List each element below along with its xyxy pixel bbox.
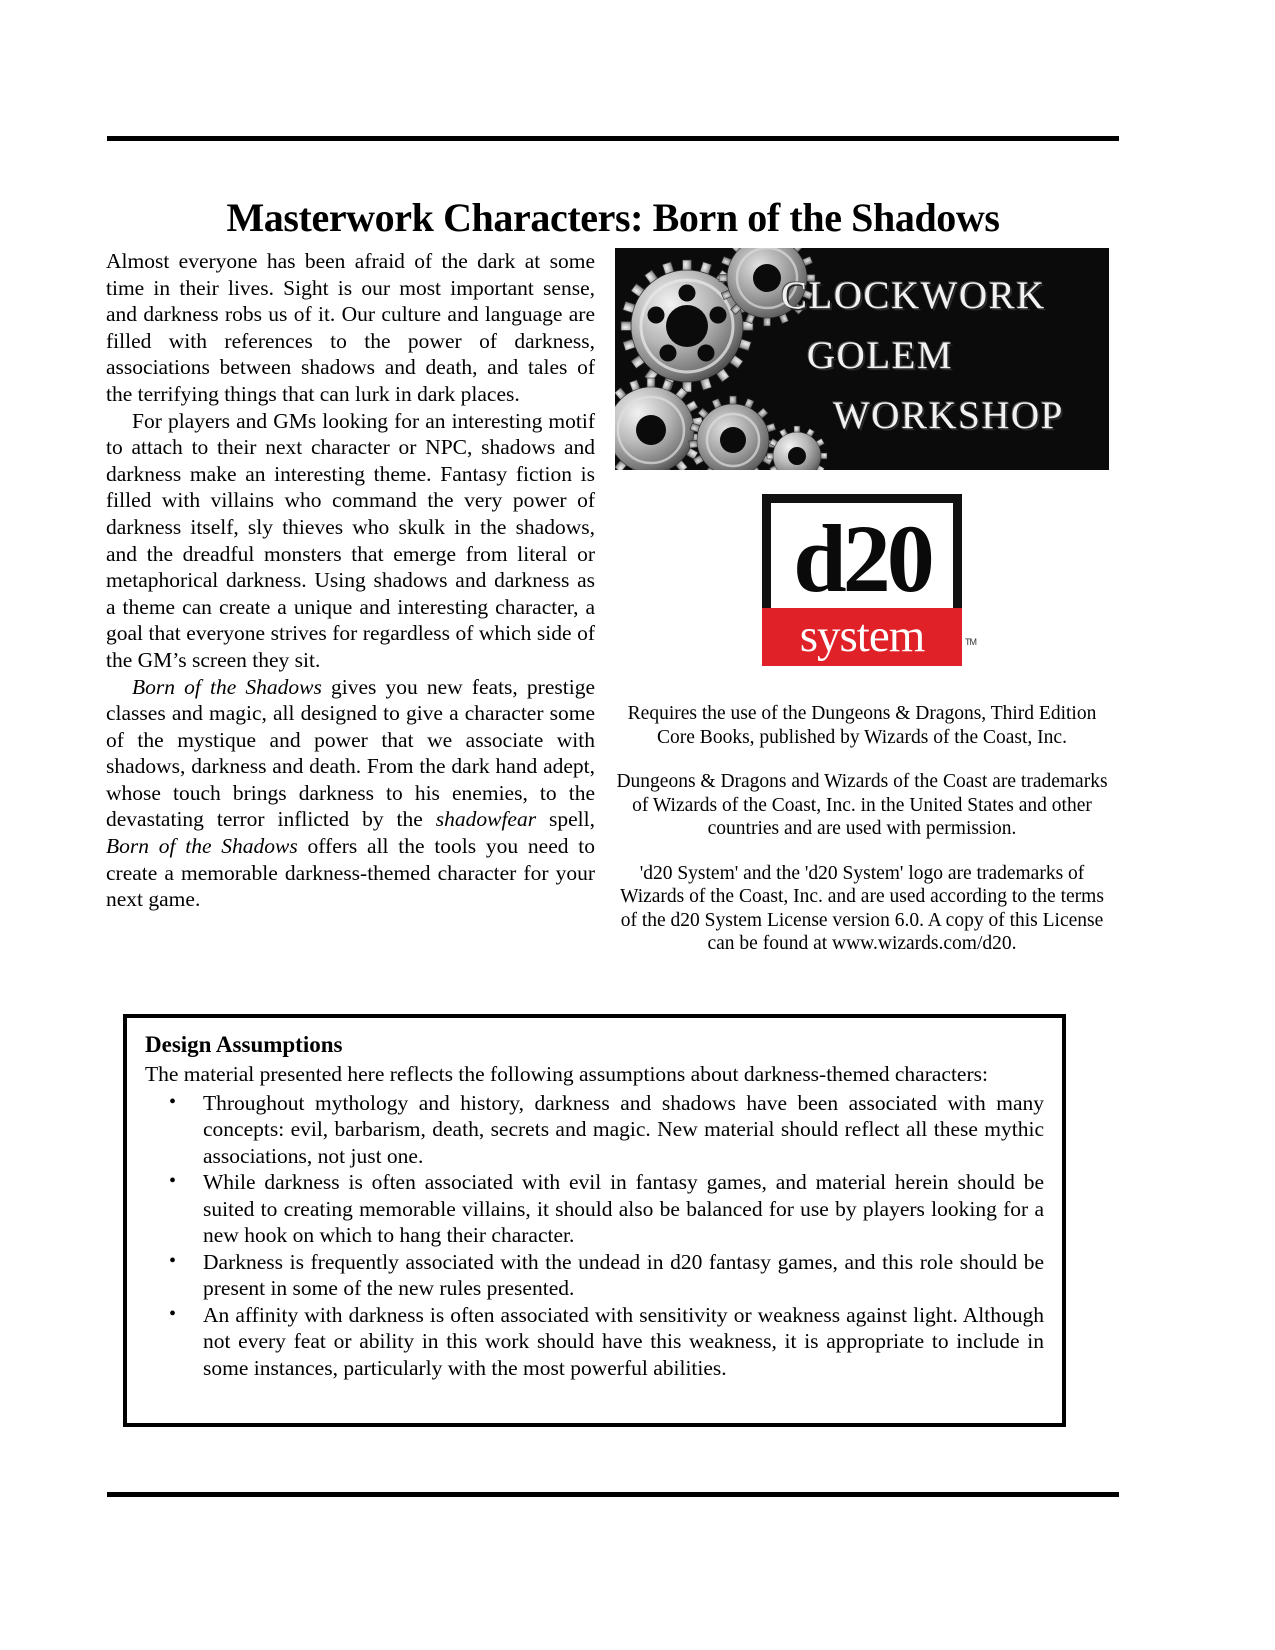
book-title-italic-2: Born of the Shadows — [106, 834, 298, 859]
intro-paragraph-2: For players and GMs looking for an interesting motif to attach to their next character or NPC, shadows and darkness make an interesting theme. Fantasy fiction is filled with villains who command the very power of darkness itself, sly thieves who skulk in the shadows, and the dreadful monsters that emerge from literal or metaphorical darkness. Using shadows and darkness as a theme can create a unique and interesting character, a goal that everyone strives for regardless of which side of the GM’s screen they sit. — [106, 408, 595, 672]
footer-rule — [107, 1492, 1119, 1497]
list-item-text: Throughout mythology and history, darkness and shadows have been associated with many concepts: evil, barbarism, death, secrets and magic. New material should reflect all these mythic associations, not just one. — [203, 1090, 1044, 1168]
d20-logo-wrapper — [615, 494, 1109, 666]
clockwork-golem-workshop-logo — [615, 248, 1109, 470]
intro-paragraph-1: Almost everyone has been afraid of the dark at some time in their lives. Sight is our most important sense, and darkness robs us of it. Our culture and language are filled with references to the power of darkness, associations between shadows and death, and tales of the terrifying things that can lurk in dark places. — [106, 249, 595, 406]
clockwork-golem-wordmark — [781, 266, 1101, 446]
header-rule — [107, 136, 1119, 141]
list-item — [145, 1169, 1044, 1249]
bullet-icon: • — [169, 1302, 177, 1325]
book-title-italic-1: Born of the Shadows — [132, 674, 322, 699]
logos-and-legal-column — [615, 248, 1120, 956]
design-assumptions-heading: Design Assumptions — [145, 1032, 343, 1057]
legal-trademark-d20: 'd20 System' and the 'd20 System' logo are trademarks of Wizards of the Coast, Inc. and are used according to the terms of the d20 System License version 6.0. A copy of this License can be found at www.wizards.com/d20. — [620, 862, 1104, 954]
design-assumptions-content — [127, 1018, 1062, 1391]
trademark-icon: TM — [965, 637, 976, 647]
spell-name-italic: shadowfear — [435, 807, 537, 832]
legal-trademark-dnd: Dungeons & Dragons and Wizards of the Coast are trademarks of Wizards of the Coast, Inc. in the United States and other countries and are used with permission. — [616, 771, 1108, 839]
page-title: Masterwork Characters: Born of the Shadows — [226, 194, 1000, 240]
intro-paragraph-3-part-d: spell, — [536, 807, 595, 832]
bullet-icon: • — [169, 1090, 177, 1113]
legal-requires: Requires the use of the Dungeons & Dragons, Third Edition Core Books, published by Wizards of the Coast, Inc. — [627, 703, 1097, 748]
logo-line-2: GOLEM — [807, 334, 954, 377]
design-assumptions-box — [123, 1014, 1066, 1427]
intro-paragraph-3-part-f: offers all the tools you need to create a memorable darkness-themed character for your next game. — [106, 834, 595, 912]
list-item-text: Darkness is frequently associated with the undead in d20 fantasy games, and this role should be present in some of the new rules presented. — [203, 1249, 1044, 1300]
logo-line-3: WORKSHOP — [833, 394, 1064, 437]
d20-logo-inner — [771, 503, 976, 662]
list-item-text: An affinity with darkness is often associated with sensitivity or weakness against light. Although not every feat or ability in this work should have this weakness, it is appropriate to include in some instances, particularly with the most powerful abilities. — [203, 1302, 1044, 1380]
intro-text-column — [106, 248, 595, 913]
list-item — [145, 1090, 1044, 1170]
design-assumptions-intro: The material presented here reflects the following assumptions about darkness-themed characters: — [145, 1062, 988, 1086]
d20-mark-text: d20 — [771, 503, 953, 608]
bullet-icon: • — [169, 1249, 177, 1272]
d20-system-band — [762, 608, 976, 666]
list-item-text: While darkness is often associated with evil in fantasy games, and material herein should be suited to creating memorable villains, it should also be balanced for use by players looking for a new hook on which to hang their character. — [203, 1170, 1044, 1247]
list-item — [145, 1302, 1044, 1382]
legal-notices — [615, 702, 1109, 956]
d20-system-band-text: system — [799, 610, 925, 662]
intro-paragraph-3-part-b: gives you new feats, prestige classes and magic, all designed to give a character some of the mystique and power that we associate with shadows, darkness and death. From the dark hand adept, whose touch brings darkness to his enemies, to the devastating terror inflicted by the — [106, 674, 595, 832]
design-assumptions-list — [145, 1090, 1044, 1382]
bullet-icon: • — [169, 1170, 177, 1192]
d20-system-logo — [762, 494, 976, 666]
list-item — [145, 1249, 1044, 1302]
intro-paragraph-3 — [106, 674, 595, 913]
logo-line-1: CLOCKWORK — [781, 274, 1046, 317]
